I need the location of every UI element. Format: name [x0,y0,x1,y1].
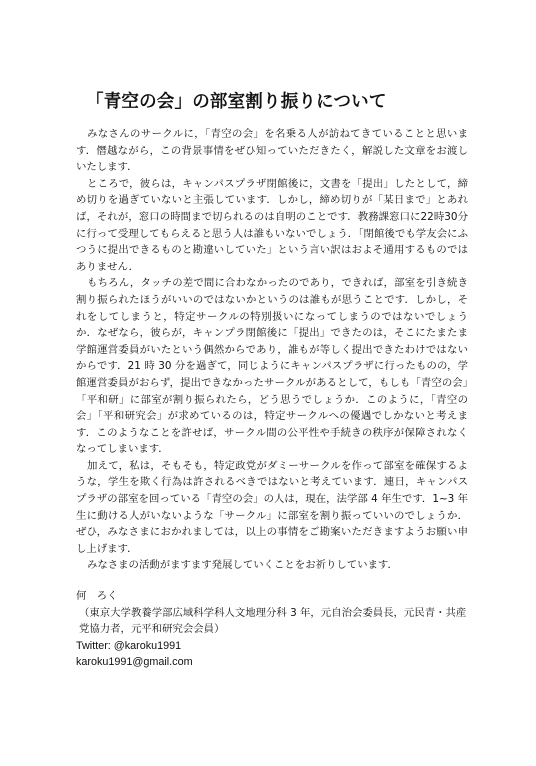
document-page [76,88,468,671]
paragraph-intro: みなさんのサークルに，「青空の会」を名乗る人が訪ねてきていることと思います．僭越ながら，この背景事情をぜひ知っていただきたく，解説した文章をお渡しいたします． [76,128,468,174]
paragraph-fairness: もちろん，タッチの差で間に合わなかったのであり，できれば，部室を引き続き割り振られたほうがいいのではないかというのは誰もが思うことです．しかし，それをしてしまうと，特定サークルの特別扱いになってしまうのではないでしょうか．なぜなら，彼らが，キャンプラ閉館後に「提出」できたのは，そこにたまたま学館運営委員がいたという偶然からであり，誰もが等しく提出できたわけではないからです．21 時 30 分を過ぎて，同じようにキャンパスプラザに行ったものの，学館運営委員がおらず，提出できなかったサークルがあるとして，もしも「青空の会」「平和研」に部室が割り振られたら，どう思うでしょうか．このように，「青空の会」「平和研究会」が求めているのは，特定サークルへの優遇でしかないと考えます．このようなことを許せば，サークル間の公平性や手続きの秩序が保障されなくなってしまいます． [76,277,468,456]
paragraph-closing: みなさまの活動がますます発展していくことをお祈りしています． [87,559,398,572]
author-affiliation: （東京大学教養学部広域科学科人文地理分科 3 年，元自治会委員長，元民青・共産党協力者，元平和研究会会員） [79,606,467,636]
author-name: 何 ろく [76,590,118,603]
paragraph-dummy-circle: 加えて，私は，そもそも，特定政党がダミーサークルを作って部室を確保するような，学生を欺く行為は許されるべきではないと考えています．連日，キャンパスプラザの部室を回っている「青空の会」の人は，現在，法学部 4 年生です．1~3 年生に動ける人がいないような「サークル」に部室を割り振っていいのでしょうか．ぜひ，みなさまにおかれましては，以上の事情をご勘案いただきますようお願い申し上げます． [76,459,468,555]
author-email: karoku1991@gmail.com [76,656,193,669]
document-title: 「青空の会」の部室割り振りについて [86,92,387,112]
author-twitter: Twitter: @karoku1991 [76,639,182,652]
paragraph-deadline: ところで，彼らは，キャンパスプラザ閉館後に，文書を「提出」したとして，締め切りを過ぎていないと主張しています．しかし，締め切りが「某日まで」とあれば，それが，窓口の時間まで切られるのは自明のことです．教務課窓口に22時30分に行って受理してもらえると思う人は誰もいないでしょう．「閉館後でも学友会にふつうに提出できるものと勘違いしていた」という言い訳はおよそ通用するものではありません． [76,177,468,273]
